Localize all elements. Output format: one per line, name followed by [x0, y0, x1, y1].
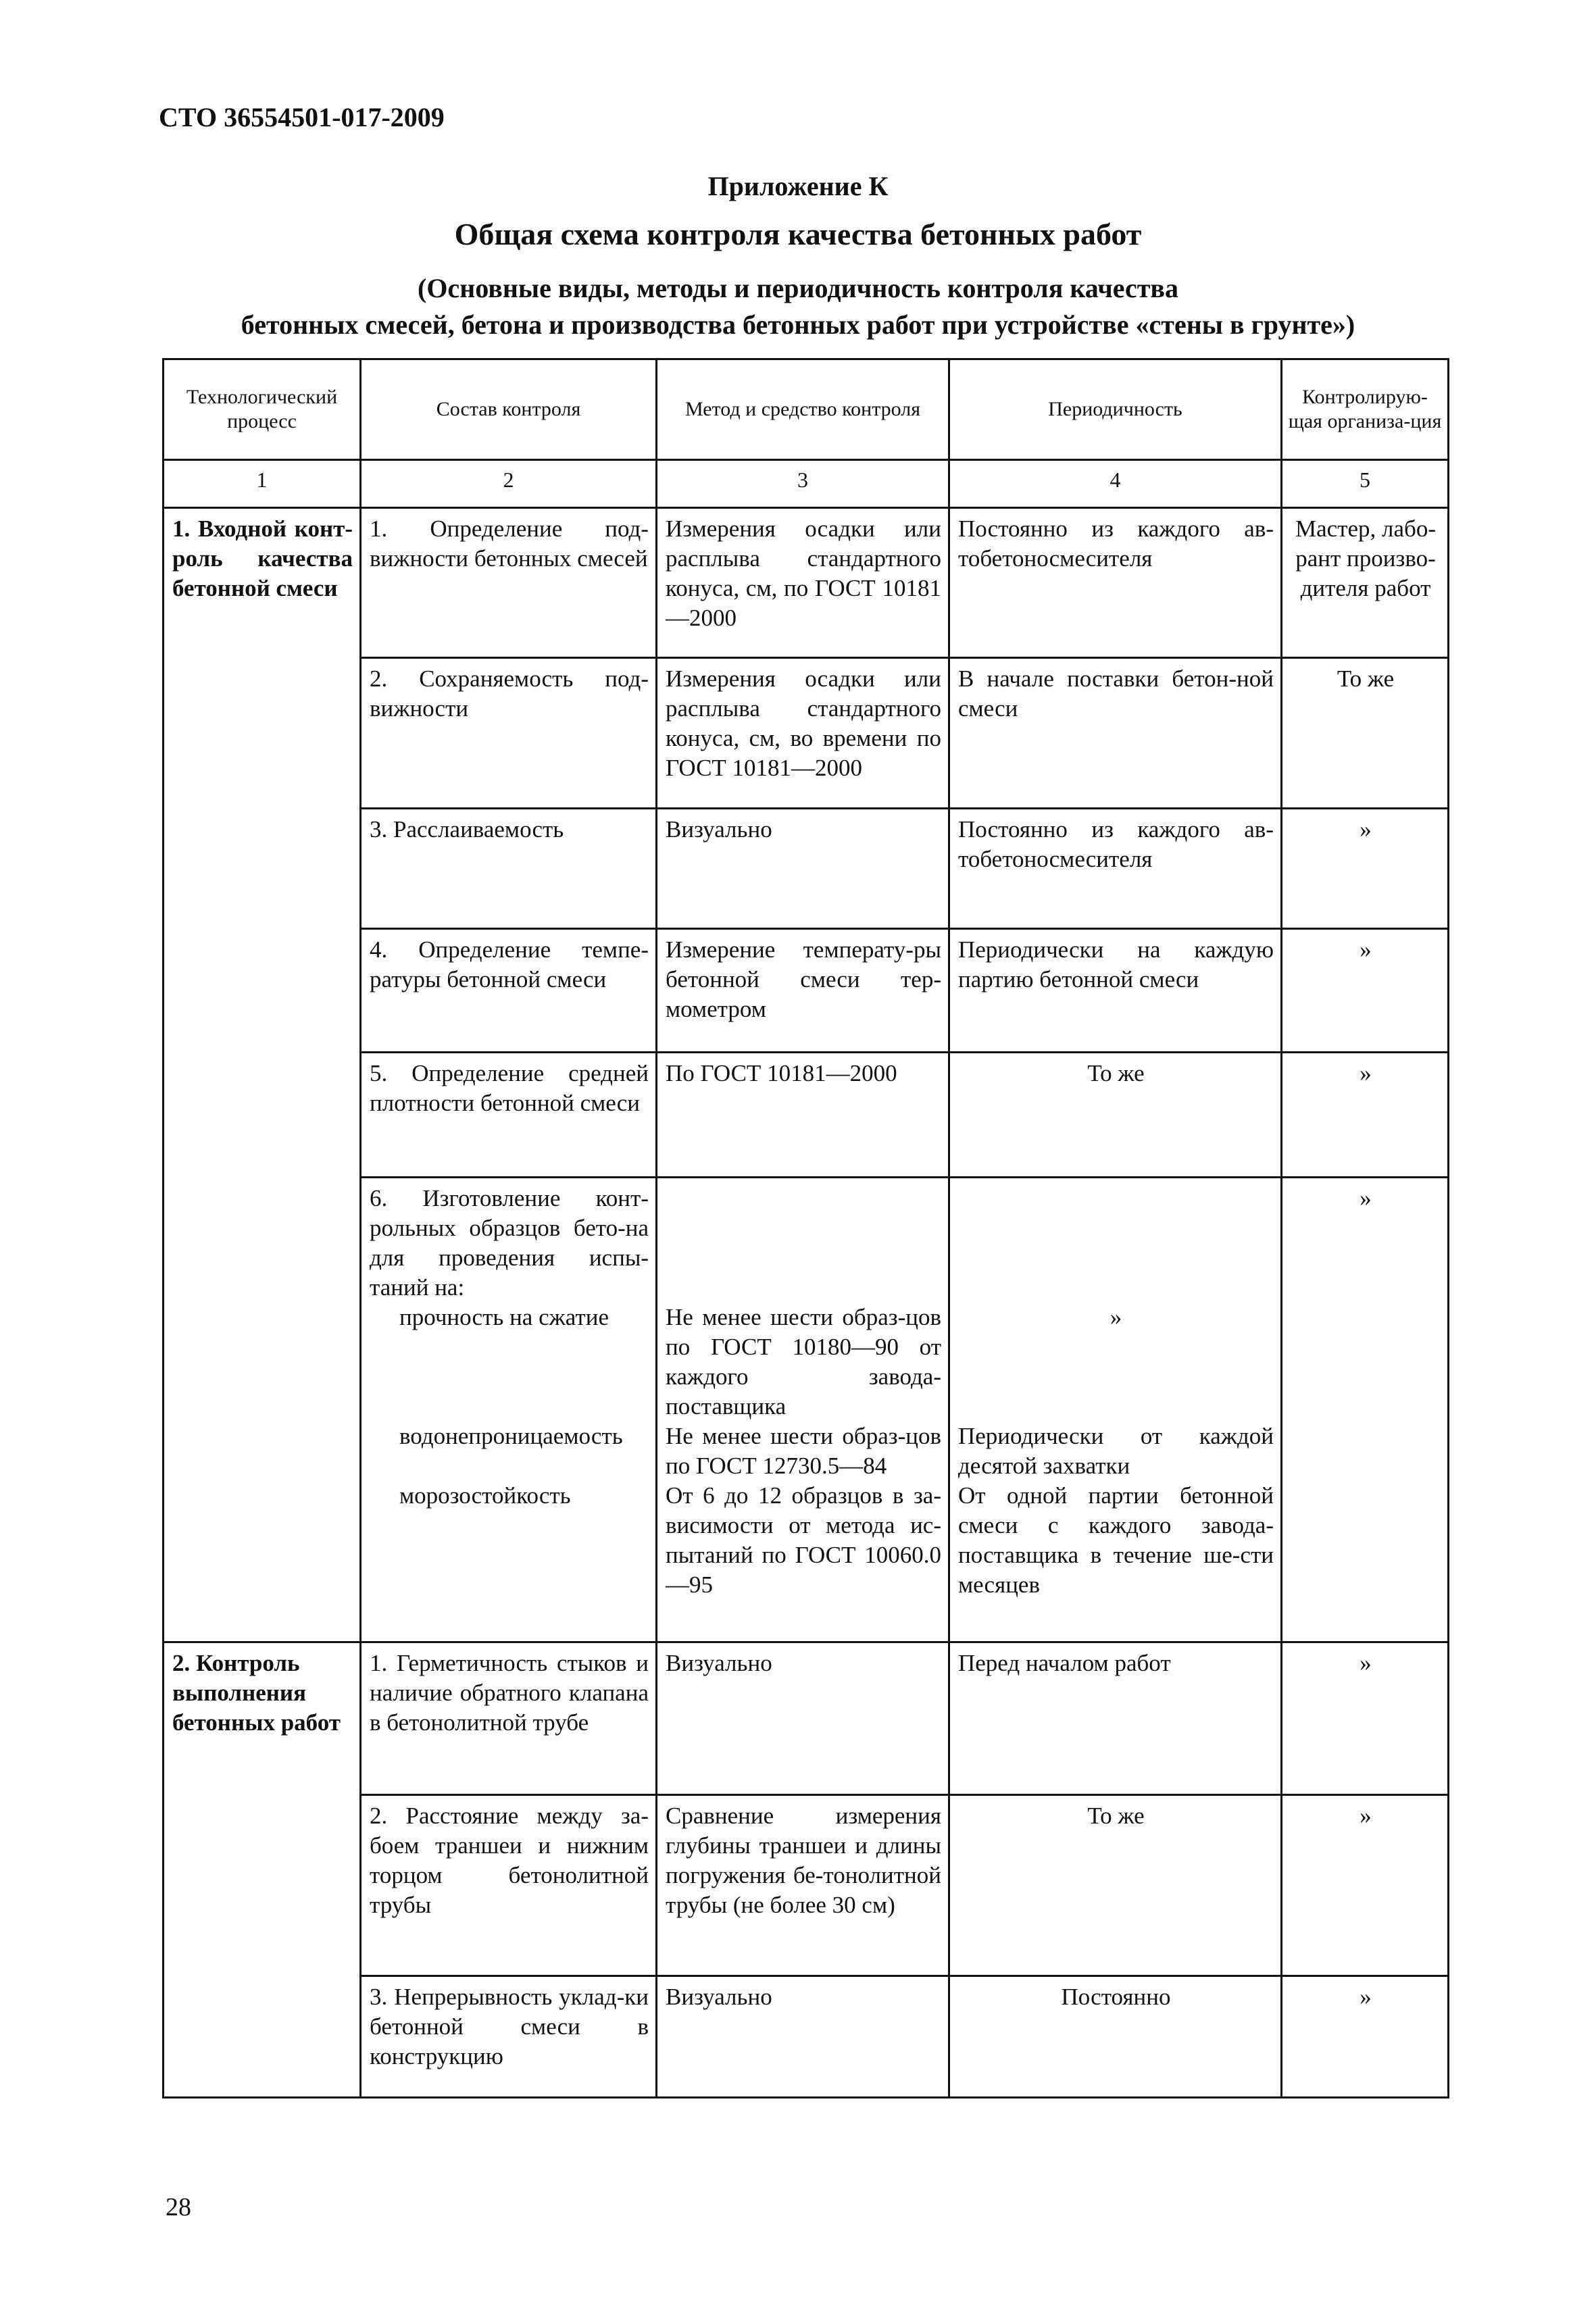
control-periodicity: То же	[949, 1795, 1282, 1976]
control-organization: »	[1282, 1178, 1449, 1642]
control-organization: »	[1282, 1053, 1449, 1178]
process-incoming-control: 1. Входной конт-роль качества бетонной смеси	[164, 508, 361, 1642]
method-waterproof: Не менее шести образ-цов по ГОСТ 12730.5—84	[666, 1423, 941, 1479]
appendix-subtitle	[0, 270, 1596, 343]
control-periodicity: Постоянно	[949, 1976, 1282, 2098]
subtitle-line-2: бетонных смесей, бетона и производства бетонных работ при устройстве «стены в грунте»)	[241, 309, 1355, 340]
control-method: Визуально	[657, 809, 949, 929]
header-organization: Контролирую-щая организа-ция	[1282, 359, 1449, 460]
page-number: 28	[166, 2193, 191, 2221]
control-periodicity	[949, 1178, 1282, 1642]
control-periodicity: В начале поставки бетон-ной смеси	[949, 658, 1282, 809]
control-method: Визуально	[657, 1642, 949, 1795]
control-item: 5. Определение средней плотности бетонной смеси	[361, 1053, 657, 1178]
table-row	[164, 1642, 1449, 1795]
header-periodicity: Периодичность	[949, 359, 1282, 460]
control-method: Измерения осадки или расплыва стандартного конуса, см, во времени по ГОСТ 10181—2000	[657, 658, 949, 809]
control-periodicity: Постоянно из каждого ав-тобетоносмесителя	[949, 809, 1282, 929]
subtest-frost: морозостойкость	[399, 1482, 571, 1509]
appendix-title: Общая схема контроля качества бетонных работ	[454, 217, 1142, 251]
control-organization: Мастер, лабо-рант произво-дителя работ	[1282, 508, 1449, 658]
quality-control-table	[162, 358, 1449, 2098]
subtitle-line-1: (Основные виды, методы и периодичность контроля качества	[418, 273, 1178, 303]
column-number: 5	[1282, 460, 1449, 508]
header-composition: Состав контроля	[361, 359, 657, 460]
period-frost: От одной партии бетонной смеси с каждого завода-поставщика в течение ше-сти месяцев	[958, 1482, 1274, 1598]
sample-making-label: 6. Изготовление конт-рольных образцов бето-на для проведения испы-таний на:	[370, 1185, 649, 1301]
method-compression: Не менее шести образ-цов по ГОСТ 10180—90 от каждого завода-поставщика	[666, 1304, 941, 1419]
control-organization: »	[1282, 929, 1449, 1053]
control-item: 3. Расслаиваемость	[361, 809, 657, 929]
control-organization: »	[1282, 1642, 1449, 1795]
control-method: Визуально	[657, 1976, 949, 2098]
control-organization: »	[1282, 1976, 1449, 2098]
header-process: Технологический процесс	[164, 359, 361, 460]
control-method	[657, 1178, 949, 1642]
period-compression: »	[1109, 1304, 1122, 1330]
control-item: 2. Расстояние между за-боем траншеи и нижним торцом бетонолитной трубы	[361, 1795, 657, 1976]
subtest-compression: прочность на сжатие	[399, 1304, 609, 1330]
column-number: 3	[657, 460, 949, 508]
column-number: 2	[361, 460, 657, 508]
control-periodicity: Перед началом работ	[949, 1642, 1282, 1795]
header-method: Метод и средство контроля	[657, 359, 949, 460]
control-item: 1. Герметичность стыков и наличие обратного клапана в бетонолитной трубе	[361, 1642, 657, 1795]
process-execution-control: 2. Контроль выполнения бетонных работ	[164, 1642, 361, 2098]
period-waterproof: Периодически от каждой десятой захватки	[958, 1423, 1274, 1479]
column-number: 1	[164, 460, 361, 508]
control-organization: »	[1282, 809, 1449, 929]
control-item: 3. Непрерывность уклад-ки бетонной смеси в конструкцию	[361, 1976, 657, 2098]
control-item	[361, 1178, 657, 1642]
control-method: Измерение температу-ры бетонной смеси тер-мометром	[657, 929, 949, 1053]
subtest-waterproof: водонепроницаемость	[399, 1423, 623, 1449]
header-row	[164, 359, 1449, 460]
document-code: СТО 36554501-017-2009	[159, 102, 445, 132]
column-number: 4	[949, 460, 1282, 508]
control-item: 1. Определение под-вижности бетонных смесей	[361, 508, 657, 658]
control-method: Сравнение измерения глубины траншеи и длины погружения бе-тонолитной трубы (не более 30 см)	[657, 1795, 949, 1976]
appendix-label: Приложение К	[707, 171, 889, 201]
control-item: 2. Сохраняемость под-вижности	[361, 658, 657, 809]
control-organization: То же	[1282, 658, 1449, 809]
column-number-row	[164, 460, 1449, 508]
control-periodicity: Постоянно из каждого ав-тобетоносмесителя	[949, 508, 1282, 658]
control-periodicity: Периодически на каждую партию бетонной смеси	[949, 929, 1282, 1053]
control-periodicity: То же	[949, 1053, 1282, 1178]
table-row	[164, 508, 1449, 658]
control-item: 4. Определение темпе-ратуры бетонной смеси	[361, 929, 657, 1053]
method-frost: От 6 до 12 образцов в за-висимости от метода ис-пытаний по ГОСТ 10060.0—95	[666, 1482, 941, 1598]
control-method: Измерения осадки или расплыва стандартного конуса, см, по ГОСТ 10181—2000	[657, 508, 949, 658]
control-method: По ГОСТ 10181—2000	[657, 1053, 949, 1178]
control-organization: »	[1282, 1795, 1449, 1976]
